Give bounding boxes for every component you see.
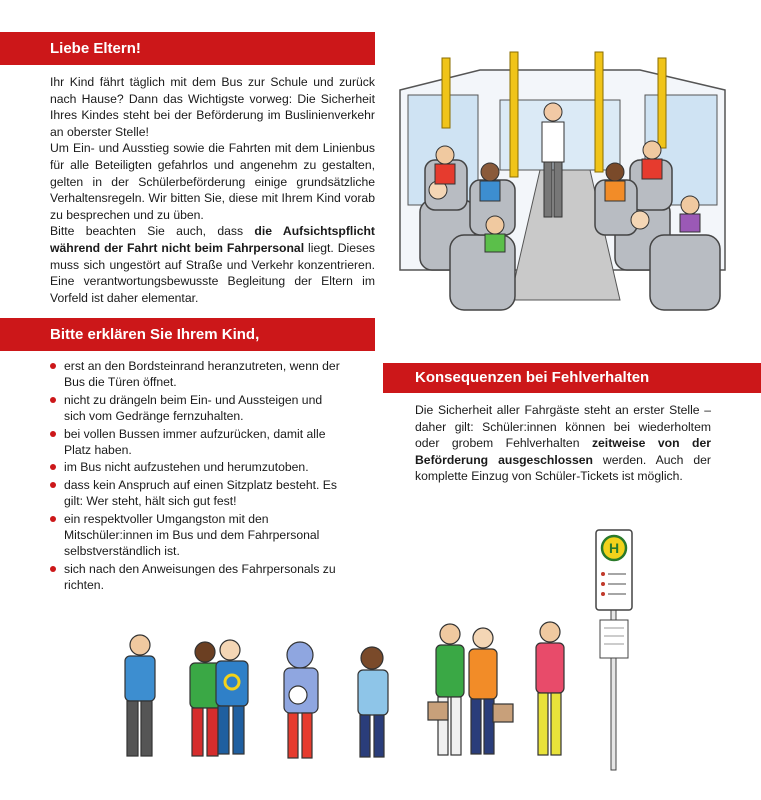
list-item: im Bus nicht aufzustehen und herumzutoben. <box>50 459 346 475</box>
consequences-post: werden. Auch der komplette Einzug von Schüler-Tickets ist möglich. <box>415 452 711 484</box>
consequences-text <box>415 402 711 485</box>
list-item: nicht zu drängeln beim Ein- und Aussteigen und sich vom Gedränge fernzuhalten. <box>50 392 346 425</box>
parents-para-3-post: liegt. Dieses muss sich ungestört auf Straße und Verkehr konzentrieren. Eine verantwortungsbewusste Begleitung der Eltern im Vorfeld ist daher elementar. <box>50 240 375 305</box>
bus-stop-h-label: H <box>608 540 620 556</box>
bus-stop-illustration <box>590 528 640 773</box>
explain-list <box>50 358 346 595</box>
bus-interior-illustration <box>390 40 735 315</box>
parents-para-3-pre: Bitte beachten Sie auch, dass <box>50 224 255 239</box>
consequences-bold: zeitweise von der Beförderung ausgeschlossen <box>415 436 711 467</box>
children-queue-illustration <box>110 620 585 765</box>
section-heading-consequences: Konsequenzen bei Fehlverhalten <box>383 363 761 393</box>
section-heading-explain: Bitte erklären Sie Ihrem Kind, <box>0 318 375 351</box>
list-item: bei vollen Bussen immer aufzurücken, damit alle Platz haben. <box>50 426 346 459</box>
list-item: ein respektvoller Umgangston mit den Mitschüler:innen im Bus und dem Fahrpersonal selbstverständlich ist. <box>50 511 346 560</box>
list-item: dass kein Anspruch auf einen Sitzplatz besteht. Es gilt: Wer steht, hält sich gut fest! <box>50 477 346 510</box>
section-heading-parents: Liebe Eltern! <box>0 32 375 65</box>
parents-para-1: Ihr Kind fährt täglich mit dem Bus zur Schule und zurück nach Hause? Dann das Wichtigste vorweg: Die Sicherheit Ihres Kindes steht bei der Beförderung im Buslinienverkehr an oberster Stelle! <box>50 75 375 139</box>
list-item: sich nach den Anweisungen des Fahrpersonals zu richten. <box>50 561 346 594</box>
parents-para-3-bold: die Aufsichtspflicht während der Fahrt nicht beim Fahrpersonal <box>50 224 375 255</box>
parents-intro-text <box>50 74 375 306</box>
consequences-pre: Die Sicherheit aller Fahrgäste steht an erster Stelle – daher gilt: Schüler:innen können bei wiederholtem oder grobem Fehlverhalten <box>415 403 711 451</box>
list-item: erst an den Bordsteinrand heranzutreten, wenn der Bus die Türen öffnet. <box>50 358 346 391</box>
parents-para-2: Um Ein- und Ausstieg sowie die Fahrten mit dem Linienbus für alle Beteiligten gefahrlos und angenehm zu gestalten, gelten in der Schülerbeförderung einige grundsätzliche Verhaltensregeln. Wir bitten Sie, diese mit Ihrem Kind vorab zu besprechen und zu üben. <box>50 141 375 222</box>
